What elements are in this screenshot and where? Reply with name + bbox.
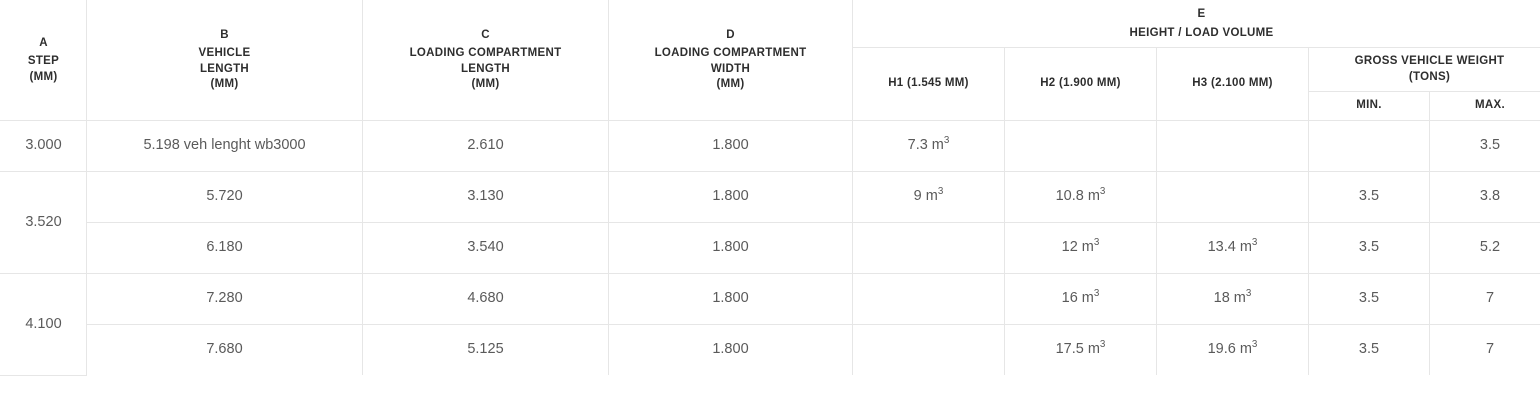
header-step-line1: STEP xyxy=(27,55,60,68)
cell-compartment-length: 3.540 xyxy=(363,222,609,273)
cell-compartment-length: 2.610 xyxy=(363,120,609,171)
cell-compartment-width: 1.800 xyxy=(609,324,853,375)
table-body xyxy=(1,120,1540,375)
header-vehicle-length-letter: B xyxy=(220,28,229,41)
cell-h3-volume xyxy=(1157,120,1309,171)
table-header xyxy=(1,1,1540,121)
cell-step: 3.520 xyxy=(1,171,87,273)
cell-weight-min: 3.5 xyxy=(1309,222,1430,273)
cell-vehicle-length: 5.720 xyxy=(87,171,363,222)
header-h3: H3 (2.100 MM) xyxy=(1157,48,1309,121)
header-vehicle-length-line2: LENGTH xyxy=(199,62,250,75)
header-compartment-length-letter: C xyxy=(481,28,490,41)
cell-h2-volume: 17.5 $m^3$ xyxy=(1005,324,1157,375)
cell-compartment-width: 1.800 xyxy=(609,171,853,222)
header-gvw-line1: GROSS VEHICLE WEIGHT xyxy=(1354,55,1505,68)
cell-h3-volume: 18 $m^3$ xyxy=(1157,273,1309,324)
header-compartment-length-line2: LENGTH xyxy=(460,62,511,75)
header-step-line2: (MM) xyxy=(29,70,58,83)
header-step xyxy=(1,1,87,121)
header-height-load-volume xyxy=(853,1,1540,48)
cell-h1-volume: 7.3 $m^3$ xyxy=(853,120,1005,171)
header-compartment-width-line2: WIDTH xyxy=(710,62,751,75)
cell-step: 4.100 xyxy=(1,273,87,375)
header-compartment-length xyxy=(363,1,609,121)
cell-compartment-length: 3.130 xyxy=(363,171,609,222)
cell-h2-volume xyxy=(1005,120,1157,171)
header-gvw-line2: (TONS) xyxy=(1408,70,1451,83)
table-row xyxy=(1,324,1540,375)
cell-compartment-length: 4.680 xyxy=(363,273,609,324)
cell-compartment-width: 1.800 xyxy=(609,222,853,273)
header-vehicle-length-line1: VEHICLE xyxy=(198,47,251,60)
cell-h2-volume: 16 $m^3$ xyxy=(1005,273,1157,324)
header-step-letter: A xyxy=(39,36,48,49)
cell-weight-min: 3.5 xyxy=(1309,324,1430,375)
header-weight-max: MAX. xyxy=(1430,92,1540,121)
cell-vehicle-length: 6.180 xyxy=(87,222,363,273)
cell-h1-volume xyxy=(853,222,1005,273)
header-vehicle-length-line3: (MM) xyxy=(210,78,239,91)
cell-compartment-width: 1.800 xyxy=(609,273,853,324)
header-weight-min: MIN. xyxy=(1309,92,1430,121)
cell-weight-max: 3.8 xyxy=(1430,171,1540,222)
table-row xyxy=(1,222,1540,273)
cell-weight-min: 3.5 xyxy=(1309,171,1430,222)
header-compartment-width-line1: LOADING COMPARTMENT xyxy=(654,47,807,60)
cell-weight-min xyxy=(1309,120,1430,171)
cell-h2-volume: 10.8 $m^3$ xyxy=(1005,171,1157,222)
header-compartment-length-line1: LOADING COMPARTMENT xyxy=(409,47,562,60)
header-gross-vehicle-weight xyxy=(1309,48,1540,92)
table-row xyxy=(1,171,1540,222)
header-compartment-width xyxy=(609,1,853,121)
cell-weight-max: 7 xyxy=(1430,273,1540,324)
cell-step: 3.000 xyxy=(1,120,87,171)
cell-h3-volume xyxy=(1157,171,1309,222)
cell-h1-volume xyxy=(853,273,1005,324)
cell-vehicle-length: 5.198 veh lenght wb3000 xyxy=(87,120,363,171)
header-compartment-length-line3: (MM) xyxy=(471,78,500,91)
header-h1: H1 (1.545 MM) xyxy=(853,48,1005,121)
cell-vehicle-length: 7.280 xyxy=(87,273,363,324)
cell-weight-max: 3.5 xyxy=(1430,120,1540,171)
header-h2: H2 (1.900 MM) xyxy=(1005,48,1157,121)
header-row-1 xyxy=(1,1,1540,48)
header-compartment-width-letter: D xyxy=(726,28,735,41)
cell-h1-volume: 9 $m^3$ xyxy=(853,171,1005,222)
header-vehicle-length xyxy=(87,1,363,121)
cell-compartment-width: 1.800 xyxy=(609,120,853,171)
cell-weight-max: 5.2 xyxy=(1430,222,1540,273)
cell-h3-volume: 13.4 $m^3$ xyxy=(1157,222,1309,273)
table-row xyxy=(1,273,1540,324)
cell-weight-max: 7 xyxy=(1430,324,1540,375)
cell-weight-min: 3.5 xyxy=(1309,273,1430,324)
cell-h1-volume xyxy=(853,324,1005,375)
cell-h2-volume: 12 $m^3$ xyxy=(1005,222,1157,273)
header-compartment-width-line3: (MM) xyxy=(716,78,745,91)
header-height-load-volume-letter: E xyxy=(1197,8,1206,20)
table-row xyxy=(1,120,1540,171)
cell-h3-volume: 19.6 $m^3$ xyxy=(1157,324,1309,375)
cell-compartment-length: 5.125 xyxy=(363,324,609,375)
header-height-load-volume-title: HEIGHT / LOAD VOLUME xyxy=(1129,26,1274,39)
cell-vehicle-length: 7.680 xyxy=(87,324,363,375)
